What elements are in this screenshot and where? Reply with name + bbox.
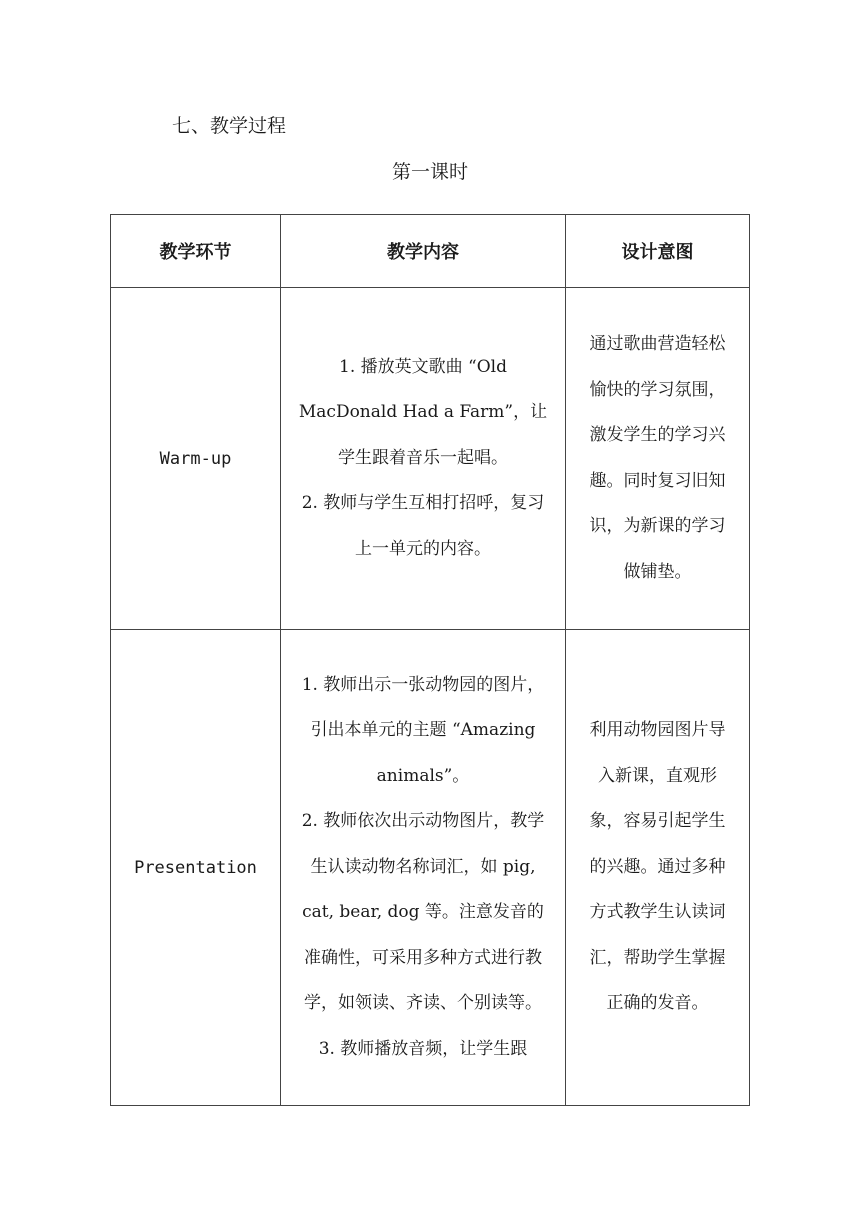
section-heading: 七、教学过程 [172,115,287,137]
content-text [296,663,550,1073]
content-item: 1. 教师出示一张动物园的图片，引出本单元的主题 “Amazing animals”。 [301,674,545,786]
content-text [296,345,550,573]
intent-cell [566,288,750,630]
teaching-process-table [110,214,750,1106]
content-cell [281,630,566,1106]
table-row [111,630,750,1106]
content-item: 2. 教师与学生互相打招呼，复习上一单元的内容。 [301,493,545,559]
table-row [111,288,750,630]
table-header-row [111,215,750,288]
content-item: 3. 教师播放音频，让学生跟 [318,1038,528,1059]
lesson-title: 第一课时 [391,161,468,183]
intent-text: 通过歌曲营造轻松愉快的学习氛围，激发学生的学习兴趣。同时复习旧知识，为新课的学习做铺垫。 [589,334,726,582]
stage-cell [111,630,281,1106]
header-intent: 设计意图 [566,215,750,288]
stage-cell [111,288,281,630]
intent-cell [566,630,750,1106]
content-item: 1. 播放英文歌曲 “Old MacDonald Had a Farm”，让学生跟着音乐一起唱。 [298,356,548,468]
content-cell [281,288,566,630]
header-stage: 教学环节 [111,215,281,288]
content-item: 2. 教师依次出示动物图片，教学生认读动物名称词汇，如 pig, cat, bear, dog 等。注意发音的准确性，可采用多种方式进行教学，如领读、齐读、个别读等。 [301,811,545,1014]
header-content: 教学内容 [281,215,566,288]
stage-label: Presentation [134,857,257,878]
intent-text: 利用动物园图片导入新课，直观形象，容易引起学生的兴趣。通过多种方式教学生认读词汇，帮助学生掌握正确的发音。 [589,720,726,1014]
stage-label: Warm-up [159,448,232,469]
